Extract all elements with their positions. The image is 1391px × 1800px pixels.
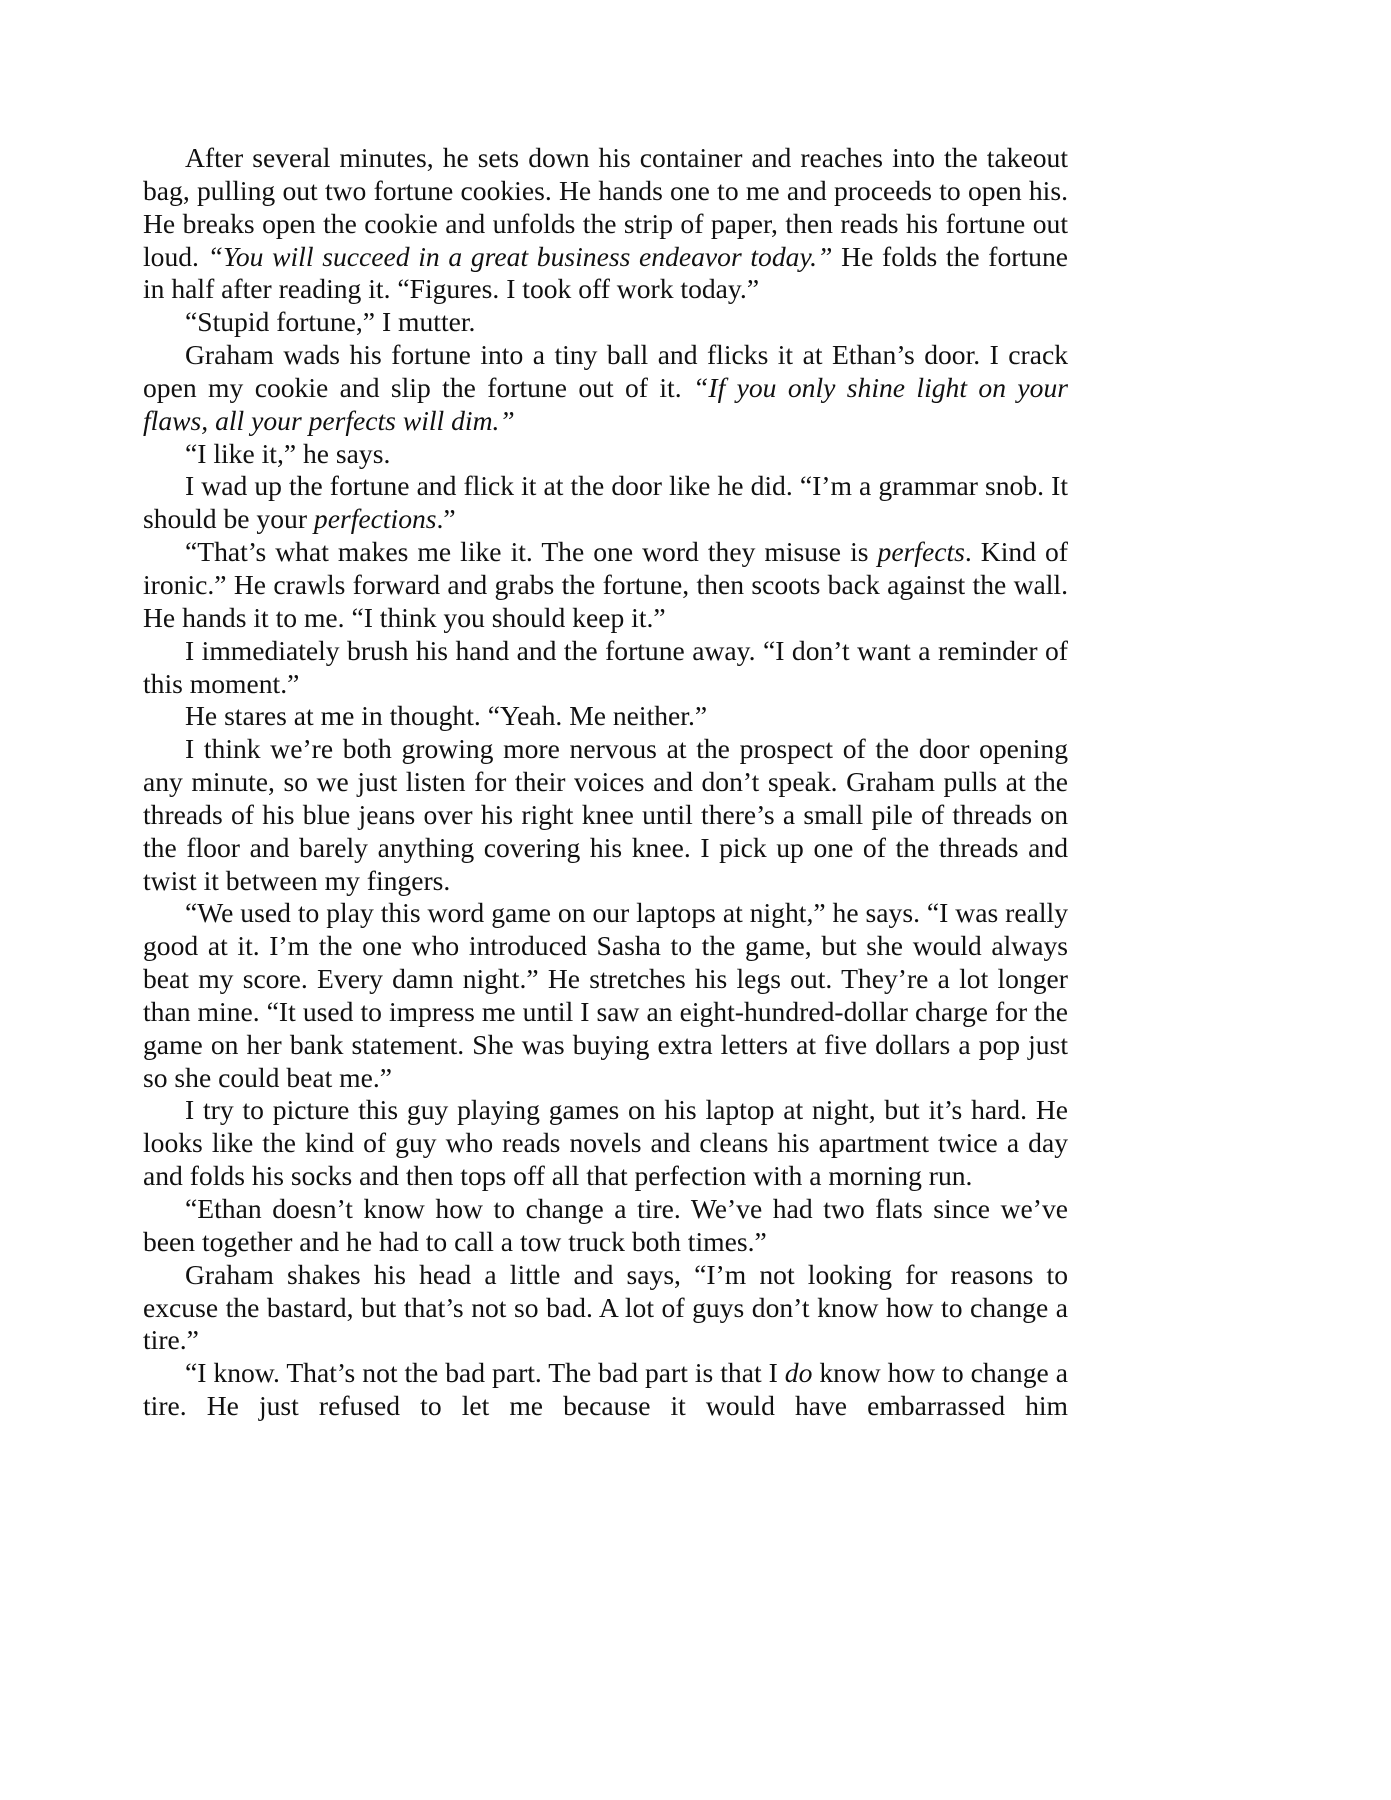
italic-emphasis: perfections [313,503,437,535]
paragraph [143,700,1068,733]
paragraph [143,733,1068,897]
text-segment: .” [436,503,456,535]
text-segment: Graham wads his fortune into a tiny ball and flicks it at Ethan’s door. I crack open my cookie and slip the fortune out of it. [143,339,1068,403]
text-segment: know how to change a tire. He just refused to let me because it would have embarrassed him [143,1357,1068,1422]
paragraph [143,897,1068,1094]
text-segment: “I know. That’s not the bad part. The bad part is that I [185,1357,785,1389]
paragraph [143,1259,1068,1358]
text-segment: He folds the fortune in half after reading it. “Figures. I took off work today.” [143,240,1068,305]
text-segment: After several minutes, he sets down his container and reaches into the takeout bag, pulling out two fortune cookies. He hands one to me and proceeds to open his. He breaks open the cookie and unfolds the strip of paper, then reads his fortune out loud. [143,142,1068,272]
text-segment: I try to picture this guy playing games on his laptop at night, but it’s hard. He looks like the kind of guy who reads novels and cleans his apartment twice a day and folds his socks and then tops off all that perfection with a morning run. [143,1094,1068,1192]
italic-fortune-text: “If you only shine light on your flaws, all your perfects will dim.” [143,371,1068,436]
paragraph [143,438,1068,471]
text-segment: “Ethan doesn’t know how to change a tire. We’ve had two flats since we’ve been together and he had to call a tow truck both times.” [143,1193,1068,1257]
paragraph [143,635,1068,701]
paragraph [143,470,1068,536]
text-segment: Graham shakes his head a little and says, “I’m not looking for reasons to excuse the bastard, but that’s not so bad. A lot of guys don’t know how to change a tire.” [143,1258,1068,1356]
italic-emphasis: perfects [877,536,965,568]
text-segment: “That’s what makes me like it. The one word they misuse is [185,536,878,568]
text-segment: I think we’re both growing more nervous at the prospect of the door opening any minute, so we just listen for their voices and don’t speak. Graham pulls at the threads of his blue jeans over his right knee until there’s a small pile of threads on the floor and barely anything covering his knee. I pick up one of the threads and twist it between my fingers. [143,733,1068,896]
paragraph [143,1357,1068,1423]
text-segment: “We used to play this word game on our laptops at night,” he says. “I was really good at it. I’m the one who introduced Sasha to the game, but she would always beat my score. Every damn night.” He stretches his legs out. They’re a lot longer than mine. “It used to impress me until I saw an eight-hundred-dollar charge for the game on her bank statement. She was buying extra letters at five dollars a pop just so she could beat me.” [143,897,1068,1093]
italic-emphasis: do [784,1357,813,1389]
text-segment: “Stupid fortune,” I mutter. [185,306,476,338]
italic-fortune-text: “You will succeed in a great business endeavor today.” [207,240,833,272]
paragraph [143,1094,1068,1193]
text-segment: “I like it,” he says. [185,437,391,469]
paragraph [143,1193,1068,1259]
book-page [143,142,1068,1423]
text-segment: . Kind of ironic.” He crawls forward and grabs the fortune, then scoots back against the wall. He hands it to me. “I think you should keep it.” [143,536,1069,633]
text-segment: He stares at me in thought. “Yeah. Me neither.” [185,700,708,732]
text-segment: I wad up the fortune and flick it at the door like he did. “I’m a grammar snob. It should be your [143,470,1068,535]
paragraph [143,339,1068,438]
paragraph [143,142,1068,306]
text-segment: I immediately brush his hand and the fortune away. “I don’t want a reminder of this moment.” [143,634,1068,699]
paragraph [143,536,1068,635]
paragraph [143,306,1068,339]
